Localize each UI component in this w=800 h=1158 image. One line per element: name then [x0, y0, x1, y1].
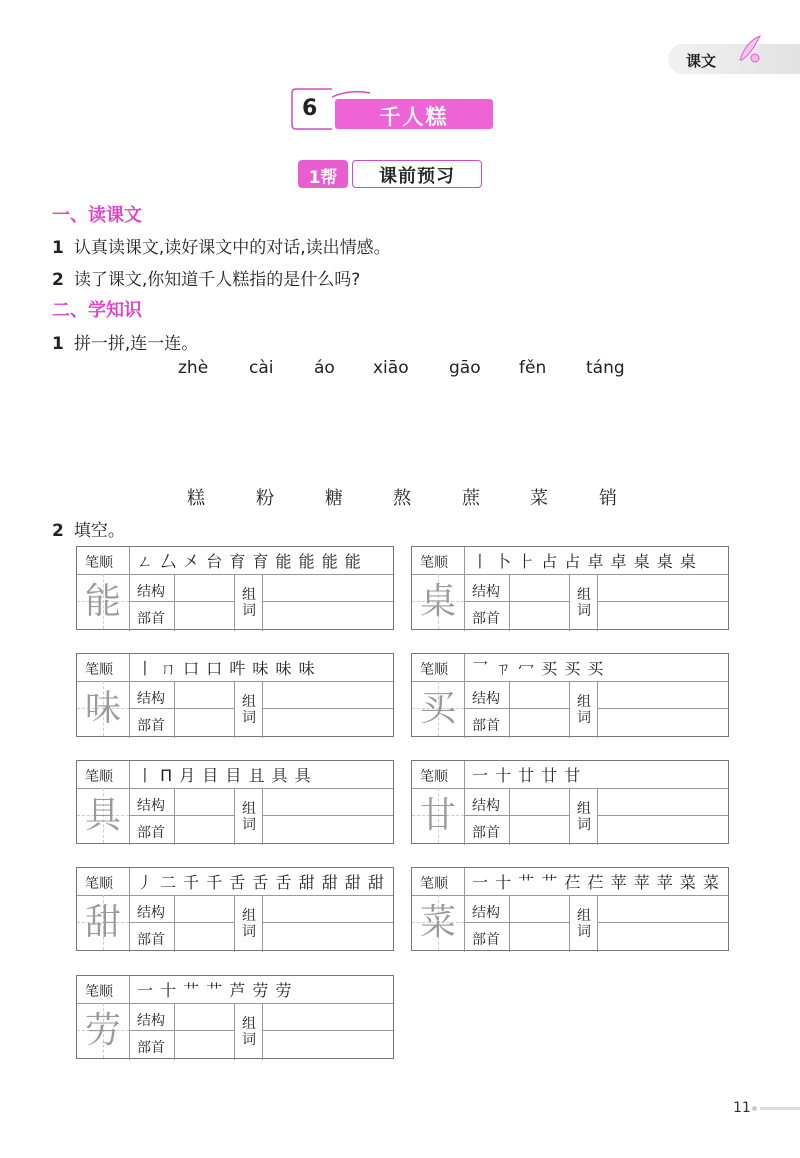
character-card [411, 546, 729, 630]
divider [262, 574, 263, 631]
words-label: 组词 [242, 587, 256, 619]
lesson-title: 千人糕 [379, 105, 449, 129]
divider [597, 574, 598, 631]
question-text: 认真读课文,读好课文中的对话,读出情感。 [73, 238, 391, 258]
divider [129, 1030, 234, 1031]
character-card [411, 653, 729, 737]
divider [569, 895, 570, 952]
stroke-order-label: 笔顺 [85, 662, 113, 678]
structure-label: 结构 [137, 798, 165, 814]
character-card [76, 760, 394, 844]
question-number: 2 [52, 521, 64, 541]
lesson-number: 6 [302, 96, 318, 121]
stroke-sequence: 乛 ㄗ 冖 买 买 买 [472, 659, 605, 678]
divider [569, 681, 570, 738]
character-card [76, 867, 394, 951]
part2-heading: 二、学知识 [52, 300, 142, 321]
divider [174, 681, 175, 738]
hanzi-item: 糕 [187, 488, 205, 509]
pinyin-item: cài [249, 358, 274, 378]
model-character: 劳 [84, 1010, 121, 1051]
radical-label: 部首 [137, 825, 165, 841]
chapter-tab-label: 课文 [686, 52, 717, 70]
divider [262, 788, 263, 845]
question-2-2 [52, 516, 125, 541]
model-character: 具 [84, 795, 121, 836]
stroke-order-label: 笔顺 [85, 876, 113, 892]
stroke-order-label: 笔顺 [85, 555, 113, 571]
divider [262, 815, 393, 816]
words-label: 组词 [242, 1016, 256, 1048]
pinyin-item: táng [586, 358, 625, 378]
divider [129, 654, 130, 738]
pinyin-item: gāo [449, 358, 481, 378]
divider [509, 574, 510, 631]
stroke-order-label: 笔顺 [420, 876, 448, 892]
divider [234, 788, 235, 845]
divider [509, 788, 510, 845]
hanzi-item: 蔗 [462, 488, 480, 509]
stroke-order-label: 笔顺 [420, 662, 448, 678]
structure-label: 结构 [137, 691, 165, 707]
divider [569, 788, 570, 845]
page-bar [760, 1107, 800, 1110]
feather-icon [734, 34, 762, 64]
pinyin-item: fěn [519, 358, 547, 378]
structure-label: 结构 [137, 584, 165, 600]
divider [597, 601, 728, 602]
divider [464, 868, 465, 952]
model-character: 能 [84, 581, 121, 622]
divider [262, 708, 393, 709]
question-number: 1 [52, 334, 64, 354]
stroke-sequence: 丨 П 月 目 目 且 具 具 [137, 766, 312, 785]
radical-label: 部首 [137, 932, 165, 948]
model-character: 甘 [419, 795, 456, 836]
hanzi-item: 菜 [530, 488, 548, 509]
character-card [76, 546, 394, 630]
page-number: 11 [733, 1100, 751, 1116]
divider [464, 601, 569, 602]
divider [464, 547, 465, 631]
question-number: 1 [52, 238, 64, 258]
radical-label: 部首 [137, 1040, 165, 1056]
divider [129, 761, 130, 845]
structure-label: 结构 [472, 798, 500, 814]
section-label: 课前预习 [379, 166, 455, 187]
hanzi-item: 粉 [256, 488, 274, 509]
divider [262, 601, 393, 602]
divider [597, 815, 728, 816]
hanzi-item: 销 [599, 488, 617, 509]
radical-label: 部首 [472, 932, 500, 948]
model-character: 菜 [419, 902, 456, 943]
words-label: 组词 [242, 908, 256, 940]
divider [129, 976, 130, 1060]
divider [129, 547, 130, 631]
stroke-order-label: 笔顺 [85, 984, 113, 1000]
radical-label: 部首 [472, 825, 500, 841]
question-text: 填空。 [73, 521, 125, 541]
radical-label: 部首 [472, 611, 500, 627]
pinyin-item: zhè [178, 358, 209, 378]
divider [597, 895, 598, 952]
model-character: 买 [419, 688, 456, 729]
radical-label: 部首 [472, 718, 500, 734]
structure-label: 结构 [472, 691, 500, 707]
stroke-order-label: 笔顺 [85, 769, 113, 785]
structure-label: 结构 [137, 1013, 165, 1029]
pinyin-item: áo [314, 358, 335, 378]
radical-label: 部首 [137, 611, 165, 627]
divider [464, 922, 569, 923]
divider [597, 708, 728, 709]
character-card [76, 653, 394, 737]
divider [174, 788, 175, 845]
divider [234, 1003, 235, 1060]
stroke-order-label: 笔顺 [420, 555, 448, 571]
divider [129, 922, 234, 923]
structure-label: 结构 [472, 905, 500, 921]
stroke-sequence: 丨 ㄇ 口 口 吽 味 味 味 [137, 659, 316, 678]
divider [262, 895, 263, 952]
question-number: 2 [52, 270, 64, 290]
pinyin-item: xiāo [373, 358, 409, 378]
divider [597, 922, 728, 923]
divider [262, 1030, 393, 1031]
divider [597, 681, 598, 738]
character-card [76, 975, 394, 1059]
part1-heading: 一、读课文 [52, 205, 142, 226]
divider [597, 788, 598, 845]
section-badge: 1帮 [308, 168, 338, 188]
stroke-sequence: 一 十 艹 艹 芦 劳 劳 [137, 981, 293, 1000]
divider [174, 1003, 175, 1060]
divider [174, 574, 175, 631]
character-card [411, 760, 729, 844]
structure-label: 结构 [472, 584, 500, 600]
divider [129, 815, 234, 816]
question-text: 拼一拼,连一连。 [73, 334, 199, 354]
words-label: 组词 [577, 908, 591, 940]
divider [234, 574, 235, 631]
divider [234, 895, 235, 952]
divider [509, 681, 510, 738]
divider [464, 708, 569, 709]
stroke-order-label: 笔顺 [420, 769, 448, 785]
hanzi-item: 熬 [393, 488, 411, 509]
question-1-2 [52, 265, 360, 290]
divider [262, 1003, 263, 1060]
structure-label: 结构 [137, 905, 165, 921]
stroke-sequence: 丿 二 千 千 舌 舌 舌 甜 甜 甜 甜 [137, 873, 385, 892]
question-text: 读了课文,你知道千人糕指的是什么吗? [73, 270, 361, 290]
stroke-sequence: 丨 卜 ⺊ 占 占 卓 卓 桌 桌 桌 [472, 552, 697, 571]
stroke-sequence: 一 十 艹 艹 芢 芢 苹 苹 苹 菜 菜 [472, 873, 720, 892]
divider [569, 574, 570, 631]
character-card [411, 867, 729, 951]
divider [262, 681, 263, 738]
radical-label: 部首 [137, 718, 165, 734]
divider [174, 895, 175, 952]
words-label: 组词 [242, 694, 256, 726]
divider [129, 601, 234, 602]
divider [262, 922, 393, 923]
question-1-1 [52, 233, 391, 258]
words-label: 组词 [577, 801, 591, 833]
divider [509, 895, 510, 952]
question-2-1 [52, 329, 198, 354]
model-character: 桌 [419, 581, 456, 622]
words-label: 组词 [577, 694, 591, 726]
words-label: 组词 [577, 587, 591, 619]
divider [464, 815, 569, 816]
divider [129, 868, 130, 952]
divider [129, 708, 234, 709]
page-dot [752, 1106, 757, 1111]
divider [464, 761, 465, 845]
model-character: 味 [84, 688, 121, 729]
stroke-sequence: ㄥ 厶 㐅 台 育 育 能 能 能 能 [137, 552, 362, 571]
words-label: 组词 [242, 801, 256, 833]
stroke-sequence: 一 十 廿 廿 甘 [472, 766, 582, 785]
divider [234, 681, 235, 738]
hanzi-item: 糖 [325, 488, 343, 509]
divider [464, 654, 465, 738]
model-character: 甜 [84, 902, 121, 943]
